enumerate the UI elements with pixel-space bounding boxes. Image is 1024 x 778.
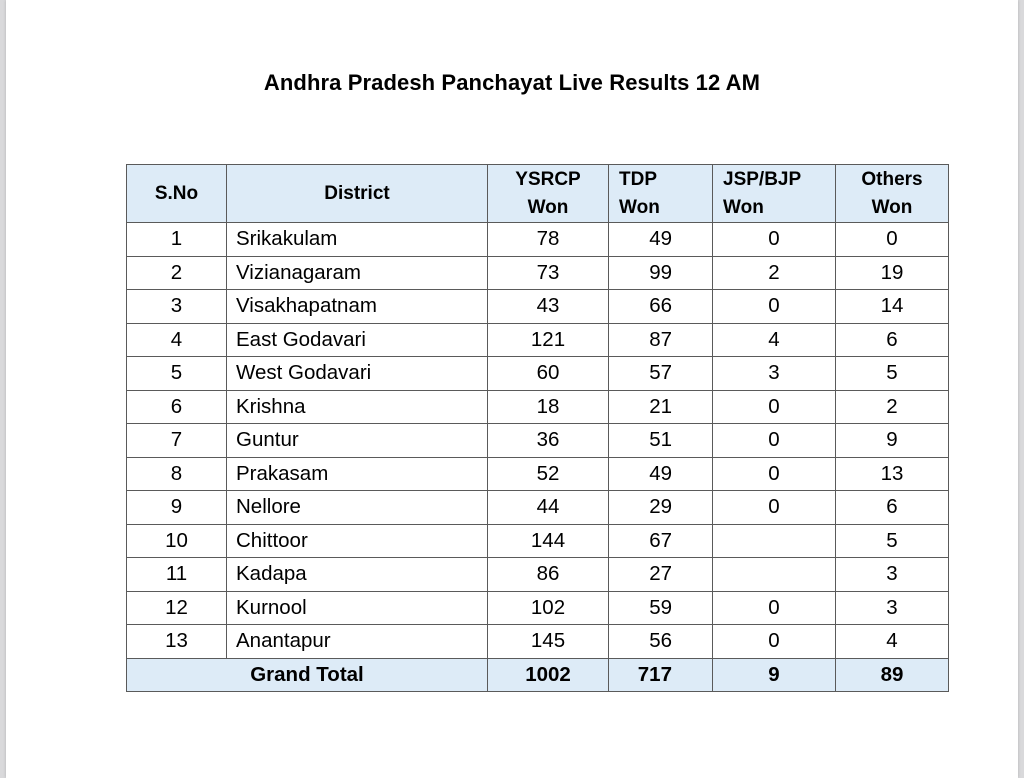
header-tdp xyxy=(609,165,713,223)
header-others xyxy=(836,165,949,223)
cell-ysrcp: 52 xyxy=(488,457,609,491)
cell-ysrcp: 102 xyxy=(488,591,609,625)
cell-others: 5 xyxy=(836,357,949,391)
cell-sno: 9 xyxy=(127,491,227,525)
cell-sno: 8 xyxy=(127,457,227,491)
table-row xyxy=(127,256,949,290)
cell-jsp-bjp: 0 xyxy=(713,491,836,525)
header-others-line1: Others xyxy=(861,168,923,190)
cell-others: 14 xyxy=(836,290,949,324)
header-others-line2: Won xyxy=(871,196,913,218)
cell-district: East Godavari xyxy=(227,323,488,357)
cell-tdp: 99 xyxy=(609,256,713,290)
cell-others: 2 xyxy=(836,390,949,424)
header-district: District xyxy=(227,165,488,223)
cell-jsp-bjp: 0 xyxy=(713,290,836,324)
cell-ysrcp: 145 xyxy=(488,625,609,659)
cell-sno: 2 xyxy=(127,256,227,290)
cell-tdp: 49 xyxy=(609,457,713,491)
cell-tdp: 87 xyxy=(609,323,713,357)
cell-others: 3 xyxy=(836,558,949,592)
header-jsp-bjp xyxy=(713,165,836,223)
cell-others: 6 xyxy=(836,491,949,525)
cell-sno: 3 xyxy=(127,290,227,324)
table-row xyxy=(127,323,949,357)
cell-district: Guntur xyxy=(227,424,488,458)
header-ysrcp-line2: Won xyxy=(527,196,569,218)
header-ysrcp-line1: YSRCP xyxy=(515,168,581,190)
grand-total-others: 89 xyxy=(836,658,949,692)
cell-ysrcp: 73 xyxy=(488,256,609,290)
header-ysrcp xyxy=(488,165,609,223)
table-row xyxy=(127,625,949,659)
cell-tdp: 66 xyxy=(609,290,713,324)
cell-jsp-bjp: 0 xyxy=(713,424,836,458)
header-tdp-line1: TDP xyxy=(619,168,657,190)
cell-others: 4 xyxy=(836,625,949,659)
cell-sno: 1 xyxy=(127,223,227,257)
cell-jsp-bjp: 0 xyxy=(713,591,836,625)
cell-jsp-bjp: 0 xyxy=(713,390,836,424)
header-tdp-line2: Won xyxy=(619,196,660,218)
cell-district: Srikakulam xyxy=(227,223,488,257)
cell-tdp: 21 xyxy=(609,390,713,424)
results-table xyxy=(126,164,949,692)
cell-sno: 4 xyxy=(127,323,227,357)
cell-ysrcp: 86 xyxy=(488,558,609,592)
cell-district: Kurnool xyxy=(227,591,488,625)
cell-sno: 12 xyxy=(127,591,227,625)
table-row xyxy=(127,290,949,324)
cell-district: Vizianagaram xyxy=(227,256,488,290)
cell-tdp: 49 xyxy=(609,223,713,257)
cell-district: Chittoor xyxy=(227,524,488,558)
table-header-row xyxy=(127,165,949,223)
cell-ysrcp: 121 xyxy=(488,323,609,357)
cell-sno: 13 xyxy=(127,625,227,659)
cell-others: 3 xyxy=(836,591,949,625)
header-jsp-line2: Won xyxy=(723,196,764,218)
cell-district: West Godavari xyxy=(227,357,488,391)
cell-others: 6 xyxy=(836,323,949,357)
cell-tdp: 57 xyxy=(609,357,713,391)
cell-jsp-bjp: 0 xyxy=(713,223,836,257)
grand-total-label: Grand Total xyxy=(127,658,488,692)
document-title: Andhra Pradesh Panchayat Live Results 12 AM xyxy=(263,70,761,95)
cell-ysrcp: 36 xyxy=(488,424,609,458)
cell-sno: 10 xyxy=(127,524,227,558)
cell-jsp-bjp: 3 xyxy=(713,357,836,391)
cell-sno: 7 xyxy=(127,424,227,458)
cell-ysrcp: 18 xyxy=(488,390,609,424)
cell-tdp: 29 xyxy=(609,491,713,525)
cell-district: Nellore xyxy=(227,491,488,525)
cell-ysrcp: 144 xyxy=(488,524,609,558)
grand-total-ysrcp: 1002 xyxy=(488,658,609,692)
grand-total-tdp: 717 xyxy=(609,658,713,692)
cell-ysrcp: 44 xyxy=(488,491,609,525)
cell-sno: 11 xyxy=(127,558,227,592)
cell-ysrcp: 78 xyxy=(488,223,609,257)
header-jsp-line1: JSP/BJP xyxy=(723,168,802,190)
cell-jsp-bjp: 0 xyxy=(713,625,836,659)
cell-others: 13 xyxy=(836,457,949,491)
table-row xyxy=(127,491,949,525)
cell-tdp: 27 xyxy=(609,558,713,592)
cell-tdp: 56 xyxy=(609,625,713,659)
cell-ysrcp: 60 xyxy=(488,357,609,391)
table-row xyxy=(127,457,949,491)
table-row xyxy=(127,524,949,558)
cell-sno: 5 xyxy=(127,357,227,391)
cell-district: Prakasam xyxy=(227,457,488,491)
cell-others: 19 xyxy=(836,256,949,290)
cell-tdp: 51 xyxy=(609,424,713,458)
table-row xyxy=(127,558,949,592)
cell-tdp: 67 xyxy=(609,524,713,558)
cell-district: Krishna xyxy=(227,390,488,424)
cell-jsp-bjp: 4 xyxy=(713,323,836,357)
table-row xyxy=(127,223,949,257)
cell-others: 5 xyxy=(836,524,949,558)
header-sno: S.No xyxy=(127,165,227,223)
table-row xyxy=(127,390,949,424)
cell-district: Kadapa xyxy=(227,558,488,592)
table-row xyxy=(127,357,949,391)
cell-jsp-bjp: 0 xyxy=(713,457,836,491)
cell-district: Anantapur xyxy=(227,625,488,659)
table-row xyxy=(127,591,949,625)
cell-sno: 6 xyxy=(127,390,227,424)
grand-total-row xyxy=(127,658,949,692)
cell-district: Visakhapatnam xyxy=(227,290,488,324)
cell-jsp-bjp: 2 xyxy=(713,256,836,290)
table-row xyxy=(127,424,949,458)
cell-others: 0 xyxy=(836,223,949,257)
cell-jsp-bjp xyxy=(713,524,836,558)
cell-tdp: 59 xyxy=(609,591,713,625)
grand-total-jsp-bjp: 9 xyxy=(713,658,836,692)
cell-ysrcp: 43 xyxy=(488,290,609,324)
cell-jsp-bjp xyxy=(713,558,836,592)
cell-others: 9 xyxy=(836,424,949,458)
document-page xyxy=(6,0,1018,778)
